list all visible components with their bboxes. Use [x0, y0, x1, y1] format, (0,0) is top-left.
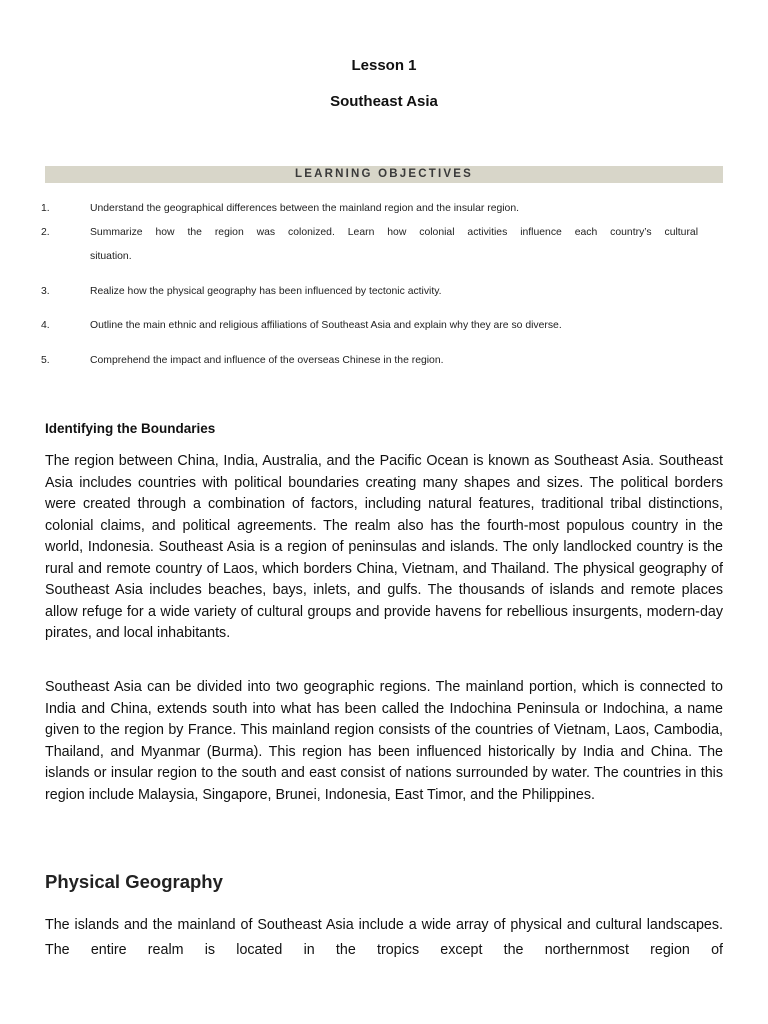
lesson-subtitle: Southeast Asia [330, 93, 438, 110]
objective-number: 4. [41, 320, 50, 331]
boundaries-paragraph-1: The region between China, India, Australia, and the Pacific Ocean is known as Southeast Asia. Southeast Asia includes countries with political boundaries creating many shapes and sizes. The political borders were created through a combination of factors, including natural features, traditional tribal distinctions, colonial claims, and political agreements. The realm also has the fourth-most populous country in the world, Indonesia. Southeast Asia is a region of peninsulas and islands. The only landlocked country is the rural and remote country of Laos, which borders China, Vietnam, and Thailand. The physical geography of Southeast Asia includes beaches, bays, inlets, and gulfs. The thousands of islands and remote places allow refuge for a wide variety of cultural groups and provide havens for rebellious insurgents, modern-day pirates, and local inhabitants. [45, 453, 723, 641]
objective-text: Summarize how the region was colonized. Learn how colonial activities influence each country’s cultural [90, 227, 698, 238]
objective-number: 2. [41, 227, 50, 238]
learning-objectives-header: LEARNING OBJECTIVES [45, 166, 723, 183]
lesson-title: Lesson 1 [351, 57, 417, 74]
section-heading-boundaries: Identifying the Boundaries [45, 421, 216, 436]
objective-text: Outline the main ethnic and religious affiliations of Southeast Asia and explain why they are so diverse. [90, 320, 562, 331]
objective-text: Comprehend the impact and influence of the overseas Chinese in the region. [90, 355, 444, 366]
boundaries-paragraph-2: Southeast Asia can be divided into two geographic regions. The mainland portion, which is connected to India and China, extends south into what has been called the Indochina Peninsula or Indochina, a name given to the region by France. This mainland region consists of the countries of Vietnam, Laos, Cambodia, Thailand, and Myanmar (Burma). This region has been influenced historically by India and China. The islands or insular region to the south and east consist of nations surrounded by water. The countries in this region include Malaysia, Singapore, Brunei, Indonesia, East Timor, and the Philippines. [45, 679, 723, 803]
objective-number: 1. [41, 203, 50, 214]
physical-geography-paragraph: The islands and the mainland of Southeast Asia include a wide array of physical and cultural landscapes. The entire realm is located in the tropics except the northernmost region of [45, 917, 723, 958]
objective-text: Realize how the physical geography has been influenced by tectonic activity. [90, 286, 442, 297]
objective-number: 3. [41, 286, 50, 297]
objective-text-continued: situation. [90, 251, 132, 262]
section-heading-physical-geography: Physical Geography [45, 871, 223, 892]
objective-number: 5. [41, 355, 50, 366]
objective-text: Understand the geographical differences between the mainland region and the insular region. [90, 203, 519, 214]
